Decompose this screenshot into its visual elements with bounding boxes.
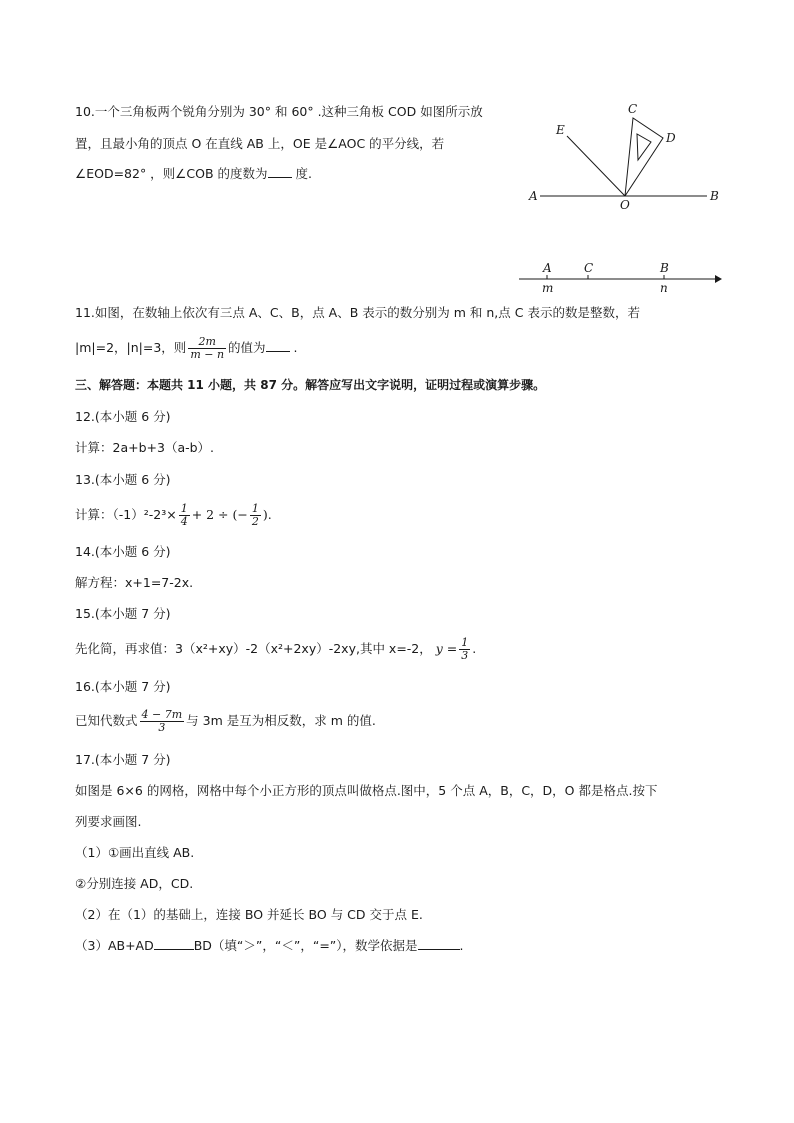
q13-body: [75, 500, 272, 530]
label-a: A: [529, 189, 538, 203]
q17-line6-a: （3）AB+AD: [75, 938, 154, 953]
q12-body: 计算：2a+b+3（a-b）.: [75, 440, 215, 455]
q10-line1: 10.一个三角板两个锐角分别为 30° 和 60° .这种三角板 COD 如图所示放: [75, 104, 483, 119]
axis-label-c: C: [584, 261, 594, 275]
q13-frac1: [179, 503, 190, 528]
q16-body-b: 与 3m 是互为相反数，求 m 的值.: [186, 713, 376, 728]
axis-label-m: m: [542, 281, 554, 295]
q11-answer-blank[interactable]: [266, 340, 290, 352]
q15-body-a: 先化简，再求值：3（x²+xy）-2（x²+2xy）-2xy,其中 x=-2，: [75, 641, 432, 656]
axis-arrow: [715, 275, 722, 283]
q11-frac-num: 2m: [198, 335, 216, 348]
q10-line3: [75, 166, 312, 182]
label-c: C: [628, 102, 638, 116]
q16-body-a: 已知代数式: [75, 713, 138, 728]
label-d: D: [666, 131, 676, 145]
q16-frac-den: 3: [140, 721, 185, 734]
label-b: B: [710, 189, 719, 203]
q11-fraction: [188, 336, 226, 361]
triangle-cod: [625, 118, 663, 196]
q10-line3-text: ∠EOD=82° ，则∠COB 的度数为: [75, 166, 268, 181]
triangle-inner: [637, 134, 651, 160]
q11-line2-text: |m|=2，|n|=3，则: [75, 340, 187, 355]
q10-answer-blank[interactable]: [268, 166, 292, 178]
label-o: O: [620, 198, 630, 212]
q15-y-eq: y =: [435, 641, 458, 656]
q11-line2: [75, 333, 298, 363]
q10-line3-end: 度.: [291, 166, 312, 181]
q15-body: [75, 634, 476, 664]
q15-head: 15.(本小题 7 分): [75, 606, 171, 621]
ray-oe: [567, 136, 625, 196]
q15-body-b: .: [472, 641, 477, 656]
q17-line3: （1）①画出直线 AB.: [75, 845, 195, 860]
q17-line6-c: .: [459, 938, 464, 953]
q13-body-b: + 2 ÷ (−: [191, 507, 248, 522]
axis-label-a: A: [543, 261, 552, 275]
q13-frac2-den: 2: [251, 515, 259, 528]
q17-basis-blank[interactable]: [418, 938, 460, 950]
q15-frac-num: 1: [461, 636, 469, 649]
q11-frac-den: m − n: [190, 348, 225, 361]
q15-fraction: [459, 637, 470, 662]
q17-line5: （2）在（1）的基础上，连接 BO 并延长 BO 与 CD 交于点 E.: [75, 907, 423, 922]
q10-line2: 置，且最小角的顶点 O 在直线 AB 上，OE 是∠AOC 的平分线，若: [75, 136, 445, 151]
q11-number-line: [515, 260, 725, 296]
q16-head: 16.(本小题 7 分): [75, 679, 171, 694]
q17-line1: 如图是 6×6 的网格，网格中每个小正方形的顶点叫做格点.图中，5 个点 A，B，C，D，O 都是格点.按下: [75, 783, 658, 798]
q11-line2-end: .: [289, 340, 298, 355]
q14-head: 14.(本小题 6 分): [75, 544, 171, 559]
section3-header: 三、解答题：本题共 11 小题，共 87 分。解答应写出文字说明，证明过程或演算步骤。: [75, 378, 546, 392]
q14-body: 解方程：x+1=7-2x.: [75, 575, 194, 590]
q13-frac2-num: 1: [251, 502, 259, 515]
q12-head: 12.(本小题 6 分): [75, 409, 171, 424]
q17-line2: 列要求画图.: [75, 814, 142, 829]
axis-label-b: B: [660, 261, 669, 275]
q17-line4: ②分别连接 AD，CD.: [75, 876, 194, 891]
q13-head: 13.(本小题 6 分): [75, 472, 171, 487]
q17-line6: [75, 938, 464, 954]
axis-label-n: n: [660, 281, 668, 295]
q13-frac1-num: 1: [180, 502, 188, 515]
q16-body: [75, 706, 376, 736]
q13-body-c: ).: [262, 507, 272, 522]
q16-frac-num: 4 − 7m: [141, 708, 183, 721]
q13-body-a: 计算：（-1）²-2³×: [75, 507, 177, 522]
q11-line1: 11.如图，在数轴上依次有三点 A、C、B，点 A、B 表示的数分别为 m 和 n,点 C 表示的数是整数，若: [75, 305, 640, 320]
q16-fraction: [140, 709, 185, 734]
q10-figure: [525, 98, 725, 214]
label-e: E: [556, 123, 565, 137]
q15-frac-den: 3: [461, 649, 469, 662]
q17-line6-b: BD（填“＞”，“＜”，“=”），数学依据是: [193, 938, 418, 953]
q17-head: 17.(本小题 7 分): [75, 752, 171, 767]
q13-frac2: [250, 503, 261, 528]
q11-line2-mid: 的值为: [228, 340, 266, 355]
q13-frac1-den: 4: [180, 515, 188, 528]
q17-compare-blank[interactable]: [154, 938, 194, 950]
